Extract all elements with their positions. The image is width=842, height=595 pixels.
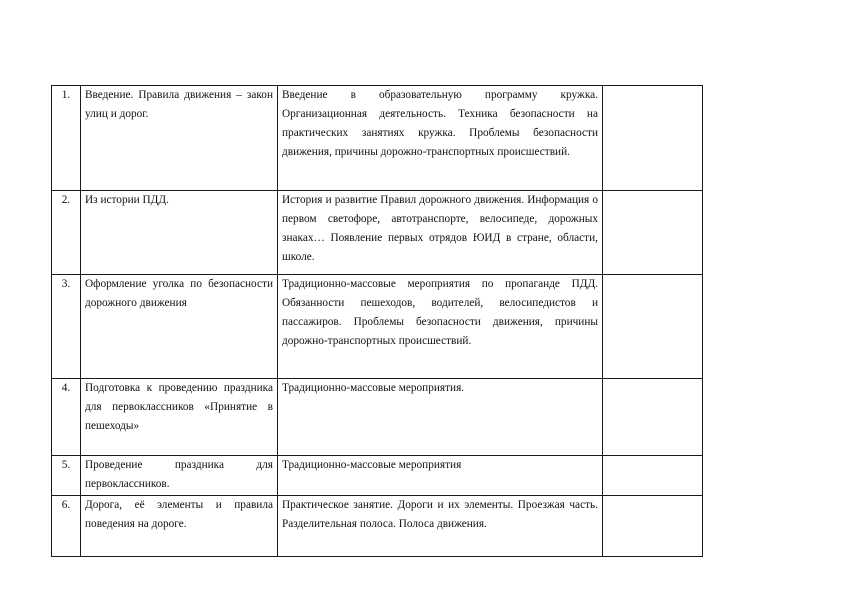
lesson-topic: Из истории ПДД. — [81, 191, 278, 275]
lesson-content: Традиционно-массовые мероприятия. — [278, 379, 603, 456]
table-row — [52, 86, 703, 191]
table-row — [52, 275, 703, 379]
lesson-extra-cell — [603, 379, 703, 456]
lesson-topic: Введение. Правила движения – закон улиц и дорог. — [81, 86, 278, 191]
lesson-content: Традиционно-массовые мероприятия — [278, 456, 603, 496]
lesson-topic: Оформление уголка по безопасности дорожного движения — [81, 275, 278, 379]
lesson-extra-cell — [603, 275, 703, 379]
lesson-content: Практическое занятие. Дороги и их элементы. Проезжая часть. Разделительная полоса. Полоса движения. — [278, 496, 603, 557]
lesson-number: 2. — [52, 191, 81, 275]
table-row — [52, 379, 703, 456]
lesson-topic: Проведение праздника для первоклассников. — [81, 456, 278, 496]
lesson-extra-cell — [603, 191, 703, 275]
lesson-extra-cell — [603, 86, 703, 191]
lesson-topic: Подготовка к проведению праздника для первоклассников «Принятие в пешеходы» — [81, 379, 278, 456]
lesson-number: 1. — [52, 86, 81, 191]
lesson-number: 6. — [52, 496, 81, 557]
table-row — [52, 191, 703, 275]
lesson-number: 5. — [52, 456, 81, 496]
lesson-content: История и развитие Правил дорожного движения. Информация о первом светофоре, автотранспорте, велосипеде, дорожных знаках… Появление первых отрядов ЮИД в стране, области, школе. — [278, 191, 603, 275]
lesson-topic: Дорога, её элементы и правила поведения на дороге. — [81, 496, 278, 557]
lesson-extra-cell — [603, 496, 703, 557]
lesson-content: Традиционно-массовые мероприятия по пропаганде ПДД. Обязанности пешеходов, водителей, велосипедистов и пассажиров. Проблемы безопасности движения, причины дорожно-транспортных происшествий. — [278, 275, 603, 379]
lesson-plan-table — [51, 85, 703, 557]
table-row — [52, 456, 703, 496]
lesson-content: Введение в образовательную программу кружка. Организационная деятельность. Техника безопасности на практических занятиях кружка. Проблемы безопасности движения, причины дорожно-транспортных происшествий. — [278, 86, 603, 191]
table-row — [52, 496, 703, 557]
lesson-number: 4. — [52, 379, 81, 456]
lesson-number: 3. — [52, 275, 81, 379]
lesson-extra-cell — [603, 456, 703, 496]
